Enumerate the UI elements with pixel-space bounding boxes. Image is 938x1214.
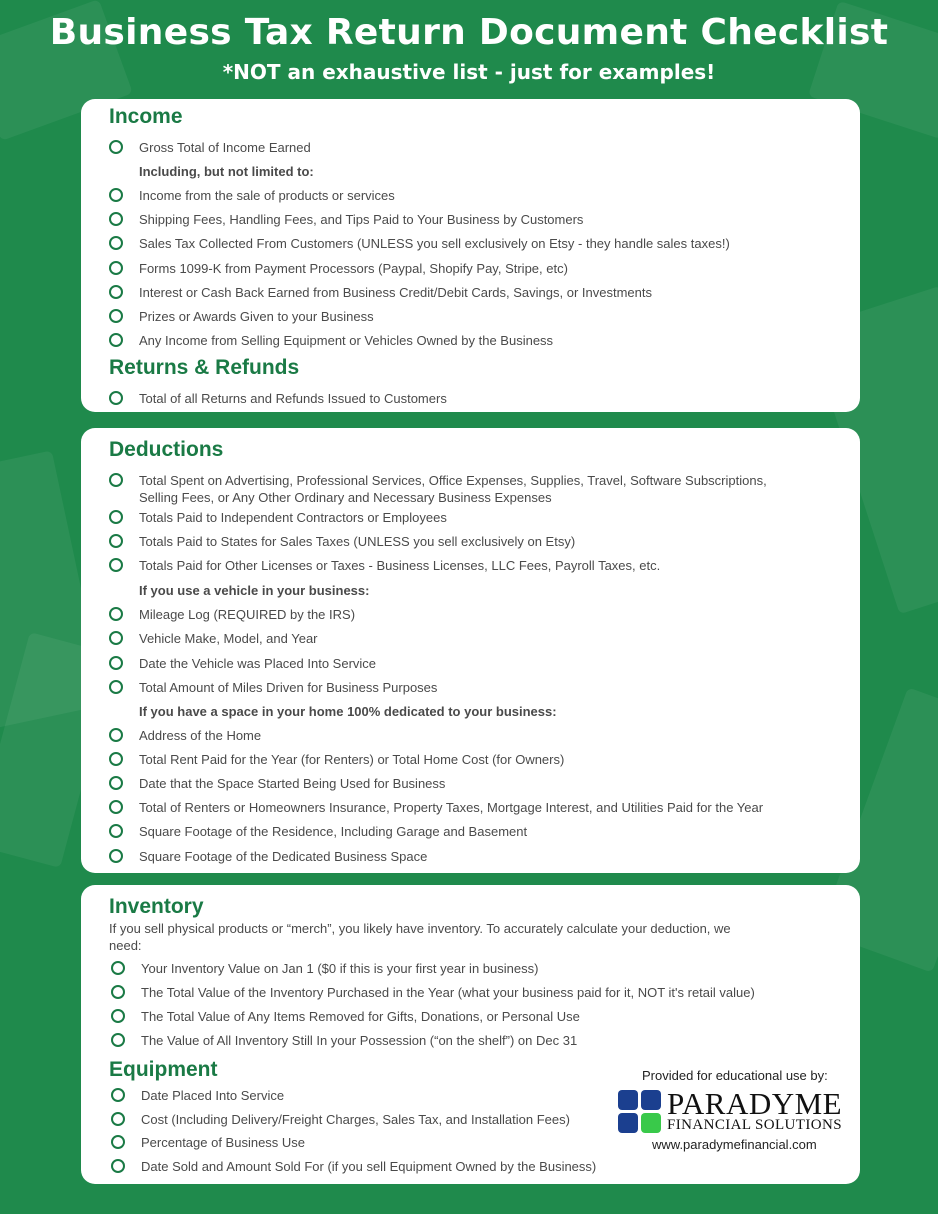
checklist-item[interactable] xyxy=(109,260,840,280)
checkbox-circle-icon[interactable] xyxy=(109,473,123,487)
item-label: Total of all Returns and Refunds Issued to Customers xyxy=(139,391,447,406)
item-label: Percentage of Business Use xyxy=(141,1135,306,1150)
checkbox-circle-icon[interactable] xyxy=(109,800,123,814)
inventory-heading: Inventory xyxy=(109,895,204,918)
checkbox-circle-icon[interactable] xyxy=(109,391,123,405)
checklist-item[interactable] xyxy=(109,235,840,255)
checklist-item[interactable] xyxy=(109,727,840,747)
vehicle-note xyxy=(109,582,840,602)
item-label: Date that the Space Started Being Used for Business xyxy=(139,776,446,791)
item-label: Gross Total of Income Earned xyxy=(139,140,311,155)
item-label: Address of the Home xyxy=(139,728,262,743)
checklist-item[interactable] xyxy=(111,1008,840,1028)
checkbox-circle-icon[interactable] xyxy=(109,631,123,645)
checklist-item[interactable] xyxy=(109,799,840,819)
deductions-heading: Deductions xyxy=(109,438,224,461)
checklist-item[interactable] xyxy=(109,775,840,795)
checklist-item[interactable] xyxy=(109,655,840,675)
checkbox-circle-icon[interactable] xyxy=(109,285,123,299)
checkbox-circle-icon[interactable] xyxy=(111,961,125,975)
checkbox-circle-icon[interactable] xyxy=(109,656,123,670)
note-label: Including, but not limited to: xyxy=(139,164,314,179)
item-label: Vehicle Make, Model, and Year xyxy=(139,631,318,646)
checkbox-circle-icon[interactable] xyxy=(109,212,123,226)
checklist-item[interactable] xyxy=(109,630,840,650)
checkbox-circle-icon[interactable] xyxy=(109,236,123,250)
checklist-item[interactable] xyxy=(111,1111,590,1131)
equipment-heading: Equipment xyxy=(109,1058,218,1081)
checklist-item[interactable] xyxy=(109,509,840,529)
item-label: Total Amount of Miles Driven for Business Purposes xyxy=(139,680,438,695)
company-subtitle: FINANCIAL SOLUTIONS xyxy=(667,1117,842,1133)
checklist-item[interactable] xyxy=(109,848,840,868)
checkbox-circle-icon[interactable] xyxy=(109,776,123,790)
item-label: Forms 1099-K from Payment Processors (Paypal, Shopify Pay, Stripe, etc) xyxy=(139,261,568,276)
checkbox-circle-icon[interactable] xyxy=(109,188,123,202)
checkbox-circle-icon[interactable] xyxy=(111,1088,125,1102)
item-label: Totals Paid to Independent Contractors or Employees xyxy=(139,510,447,525)
item-label: Any Income from Selling Equipment or Vehicles Owned by the Business xyxy=(139,333,554,348)
checkbox-circle-icon[interactable] xyxy=(111,1135,125,1149)
checklist-item[interactable] xyxy=(109,284,840,304)
inventory-intro: If you sell physical products or “merch”, you likely have inventory. To accurately calculate your deduction, we need: xyxy=(109,921,731,953)
item-label: Interest or Cash Back Earned from Business Credit/Debit Cards, Savings, or Investments xyxy=(139,285,652,300)
checklist-item[interactable] xyxy=(109,308,840,328)
checklist-item[interactable] xyxy=(109,390,840,410)
income-note xyxy=(109,163,840,183)
item-label: Square Footage of the Dedicated Business Space xyxy=(139,849,428,864)
income-card xyxy=(81,99,860,412)
checkbox-circle-icon[interactable] xyxy=(111,985,125,999)
checklist-item[interactable] xyxy=(109,332,840,352)
checklist-item[interactable] xyxy=(109,472,790,508)
home-note xyxy=(109,703,840,723)
checkbox-circle-icon[interactable] xyxy=(109,510,123,524)
checkbox-circle-icon[interactable] xyxy=(111,1112,125,1126)
checkbox-circle-icon[interactable] xyxy=(109,333,123,347)
item-label: Total Spent on Advertising, Professional Services, Office Expenses, Supplies, Travel, Software Subscriptions, Selling Fees, or Any Other Ordinary and Necessary Business Expenses xyxy=(139,473,767,505)
checklist-item[interactable] xyxy=(109,139,840,159)
company-name: PARADYME xyxy=(667,1086,843,1121)
item-label: The Total Value of the Inventory Purchased in the Year (what your business paid for it, NOT it's retail value) xyxy=(141,985,755,1000)
checkbox-circle-icon[interactable] xyxy=(109,140,123,154)
item-label: Date Placed Into Service xyxy=(141,1088,285,1103)
deductions-card xyxy=(81,428,860,873)
checklist-item[interactable] xyxy=(109,533,840,553)
item-label: Income from the sale of products or services xyxy=(139,188,395,203)
note-label: If you have a space in your home 100% dedicated to your business: xyxy=(139,704,557,719)
item-label: Mileage Log (REQUIRED by the IRS) xyxy=(139,607,356,622)
checklist-item[interactable] xyxy=(109,823,840,843)
item-label: Total Rent Paid for the Year (for Renters) or Total Home Cost (for Owners) xyxy=(139,752,565,767)
item-label: Total of Renters or Homeowners Insurance, Property Taxes, Mortgage Interest, and Utilities Paid for the Year xyxy=(139,800,764,815)
provided-by-text: Provided for educational use by: xyxy=(642,1068,828,1083)
checkbox-circle-icon[interactable] xyxy=(109,261,123,275)
checklist-item[interactable] xyxy=(109,606,840,626)
checklist-item[interactable] xyxy=(109,557,840,577)
item-label: The Total Value of Any Items Removed for Gifts, Donations, or Personal Use xyxy=(141,1009,580,1024)
logo-squares-icon xyxy=(618,1090,662,1134)
item-label: Shipping Fees, Handling Fees, and Tips Paid to Your Business by Customers xyxy=(139,212,584,227)
income-heading: Income xyxy=(109,105,183,128)
checkbox-circle-icon[interactable] xyxy=(109,752,123,766)
item-label: Your Inventory Value on Jan 1 ($0 if this is your first year in business) xyxy=(141,961,539,976)
website-link[interactable]: www.paradymefinancial.com xyxy=(652,1137,817,1152)
checkbox-circle-icon[interactable] xyxy=(111,1009,125,1023)
item-label: Totals Paid for Other Licenses or Taxes - Business Licenses, LLC Fees, Payroll Taxes, etc. xyxy=(139,558,661,573)
checklist-item[interactable] xyxy=(111,1134,570,1154)
item-label: Prizes or Awards Given to your Business xyxy=(139,309,374,324)
item-label: Date Sold and Amount Sold For (if you sell Equipment Owned by the Business) xyxy=(141,1159,597,1174)
item-label: Sales Tax Collected From Customers (UNLESS you sell exclusively on Etsy - they handle sales taxes!) xyxy=(139,236,730,251)
checkbox-circle-icon[interactable] xyxy=(109,680,123,694)
checklist-item[interactable] xyxy=(109,211,840,231)
checkbox-circle-icon[interactable] xyxy=(111,1033,125,1047)
item-label: Square Footage of the Residence, Including Garage and Basement xyxy=(139,824,528,839)
checklist-item[interactable] xyxy=(111,1158,840,1178)
checkbox-circle-icon[interactable] xyxy=(109,824,123,838)
checkbox-circle-icon[interactable] xyxy=(109,607,123,621)
checkbox-circle-icon[interactable] xyxy=(109,728,123,742)
checkbox-circle-icon[interactable] xyxy=(111,1159,125,1173)
checklist-item[interactable] xyxy=(109,751,840,771)
checklist-item[interactable] xyxy=(111,1087,570,1107)
checklist-item[interactable] xyxy=(109,679,840,699)
returns-heading: Returns & Refunds xyxy=(109,356,300,379)
item-label: Totals Paid to States for Sales Taxes (UNLESS you sell exclusively on Etsy) xyxy=(139,534,576,549)
checkbox-circle-icon[interactable] xyxy=(109,534,123,548)
note-label: If you use a vehicle in your business: xyxy=(139,583,370,598)
page-subtitle: *NOT an exhaustive list - just for examples! xyxy=(222,60,716,84)
checklist-item[interactable] xyxy=(111,960,840,980)
checklist-item[interactable] xyxy=(111,1032,840,1052)
checkbox-circle-icon[interactable] xyxy=(109,558,123,572)
checkbox-circle-icon[interactable] xyxy=(109,849,123,863)
item-label: The Value of All Inventory Still In your Possession (“on the shelf”) on Dec 31 xyxy=(141,1033,578,1048)
page-title: Business Tax Return Document Checklist xyxy=(49,12,889,53)
checklist-item[interactable] xyxy=(111,984,840,1004)
item-label: Date the Vehicle was Placed Into Service xyxy=(139,656,377,671)
checklist-item[interactable] xyxy=(109,187,840,207)
checkbox-circle-icon[interactable] xyxy=(109,309,123,323)
item-label: Cost (Including Delivery/Freight Charges, Sales Tax, and Installation Fees) xyxy=(141,1112,570,1127)
